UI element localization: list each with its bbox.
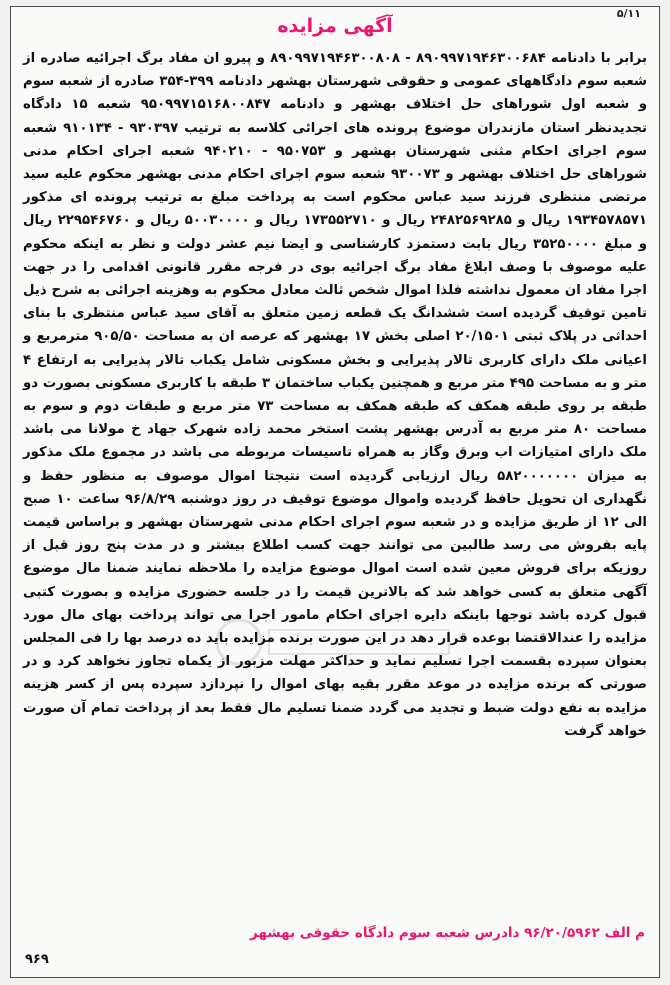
corner-mark: ۵/۱۱ (616, 7, 641, 20)
notice-title: آگهی مزایده (277, 15, 393, 37)
notice-frame (10, 6, 660, 978)
page-number: ۹۶۹ (25, 952, 49, 967)
notice-body: برابر با دادنامه ۸۹۰۹۹۷۱۹۴۶۳۰۰۶۸۴ - ۸۹۰۹۹۷۱۹۴۶۳۰۰۸۰۸ و پیرو ان مفاد برگ اجرائیه صادره از شعبه سوم دادگاههای عمومی و حقوقی شهرستان بهشهر دادنامه ۳۹۹-۳۵۴ صادره از شعبه سوم و شعبه اول شوراهای حل اختلاف بهشهر و دادنامه ۹۵۰۹۹۷۱۵۱۶۸۰۰۸۴۷ شعبه ۱۵ دادگاه تجدیدنظر استان مازندران موضوع پرونده های اجرائی کلاسه به ترتیب ۹۳۰۳۹۷ - ۹۱۰۱۳۴ شعبه سوم اجرای احکام مثنی شهرستان بهشهر و ۹۵۰۷۵۳ - ۹۴۰۲۱۰ شعبه اجرای احکام مدنی شوراهای حل اختلاف بهشهر و ۹۳۰۰۷۳ شعبه سوم اجرای احکام مدنی بهشهر محکوم علیه سید مرتضی منتظری فرزند سید عباس محکوم است به پرداخت مبلغ به ترتیب پرونده ای مذکور ۱۹۳۴۵۷۸۵۷۱ ریال و ۲۴۸۲۵۶۹۲۸۵ ریال و ۱۷۳۵۵۲۷۱۰ ریال و ۵۰۰۳۰۰۰۰ ریال و ۲۲۹۵۴۶۷۶۰ ریال و مبلغ ۳۵۲۵۰۰۰۰ ریال بابت دستمزد کارشناسی و ایضا نیم عشر دولت و نظر به اینکه محکوم علیه موصوف با وصف ابلاغ مفاد برگ اجرائیه بوی در فرجه مقرر قانونی اقدامی را در جهت اجرا مفاد ان معمول نداشته فلذا اموال شخص ثالث معادل محکوم به وهزینه اجرائی به شرح ذیل تامین توقیف گردیده است ششدانگ یک قطعه زمین متعلق به آقای سید عباس منتظری با بنای احداثی در پلاک ثبتی ۲۰/۱۵۰۱ اصلی بخش ۱۷ بهشهر که عرصه ان به مساحت ۹۰۵/۵۰ مترمربع و اعیانی ملک دارای کاربری تالار پذیرایی و بخش مسکونی شامل یکباب تالار پذیرایی به ارتفاع ۴ متر و به مساحت ۴۹۵ متر مربع و همچنین یکباب ساختمان ۳ طبقه با کاربری مسکونی بصورت دو طبقه بر روی طبقه همکف که طبقه همکف به مساحت ۷۳ متر مربع و طبقات دوم و سوم به مساحت ۸۰ متر مربع به آدرس بهشهر پشت استخر محمد زاده شهرک جهاد خ مولانا می باشد ملک دارای امتیازات اب وبرق وگاز به همراه تاسیسات مربوطه می باشد در مجموع ملک مذکور به میزان ۵۸۲۰۰۰۰۰۰۰ ریال ارزیابی گردیده است نتیجتا اموال موصوف به منظور حفظ و نگهداری ان تحویل حافظ گردیده واموال موضوع توقیف در روز دوشنبه ۹۶/۸/۲۹ ساعت ۱۰ صبح الی ۱۲ از طریق مزایده و در شعبه سوم اجرای احکام مدنی شهرستان بهشهر و براساس قیمت پایه بفروش می رسد طالبین می توانند جهت کسب اطلاع بیشتر و در مدت پنج روز قبل از روزیکه برای فروش معین شده است اموال موضوع مزایده را ملاحظه نمایند ضمنا مال موضوع آگهی متعلق به کسی خواهد شد که بالاترین قیمت را در جلسه حضوری مزایده و بصورت کتبی قبول کرده باشد توجها باینکه دایره اجرای احکام مامور اجرا می تواند پرداخت بهای مال مورد مزایده را عندالاقتضا بوعده قرار دهد در این صورت برنده مزایده باید ده درصد بها را فی المجلس بعنوان سپرده بقسمت اجرا تسلیم نماید و حداکثر مهلت مزبور از یکماه تجاوز نخواهد کرد و در صورتی که برنده مزایده در موعد مقرر بقیه بهای اموال را نپردازد سپرده پس از کسر هزینه مزایده به نفع دولت ضبط و تجدید می گردد ضمنا تسلیم مال فقط بعد از پرداخت تمام آن صورت خواهد گرفت (23, 51, 648, 739)
notice-signature: م الف ۹۶/۲۰/۵۹۶۲ دادرس شعبه سوم دادگاه حقوقی بهشهر (250, 925, 645, 941)
